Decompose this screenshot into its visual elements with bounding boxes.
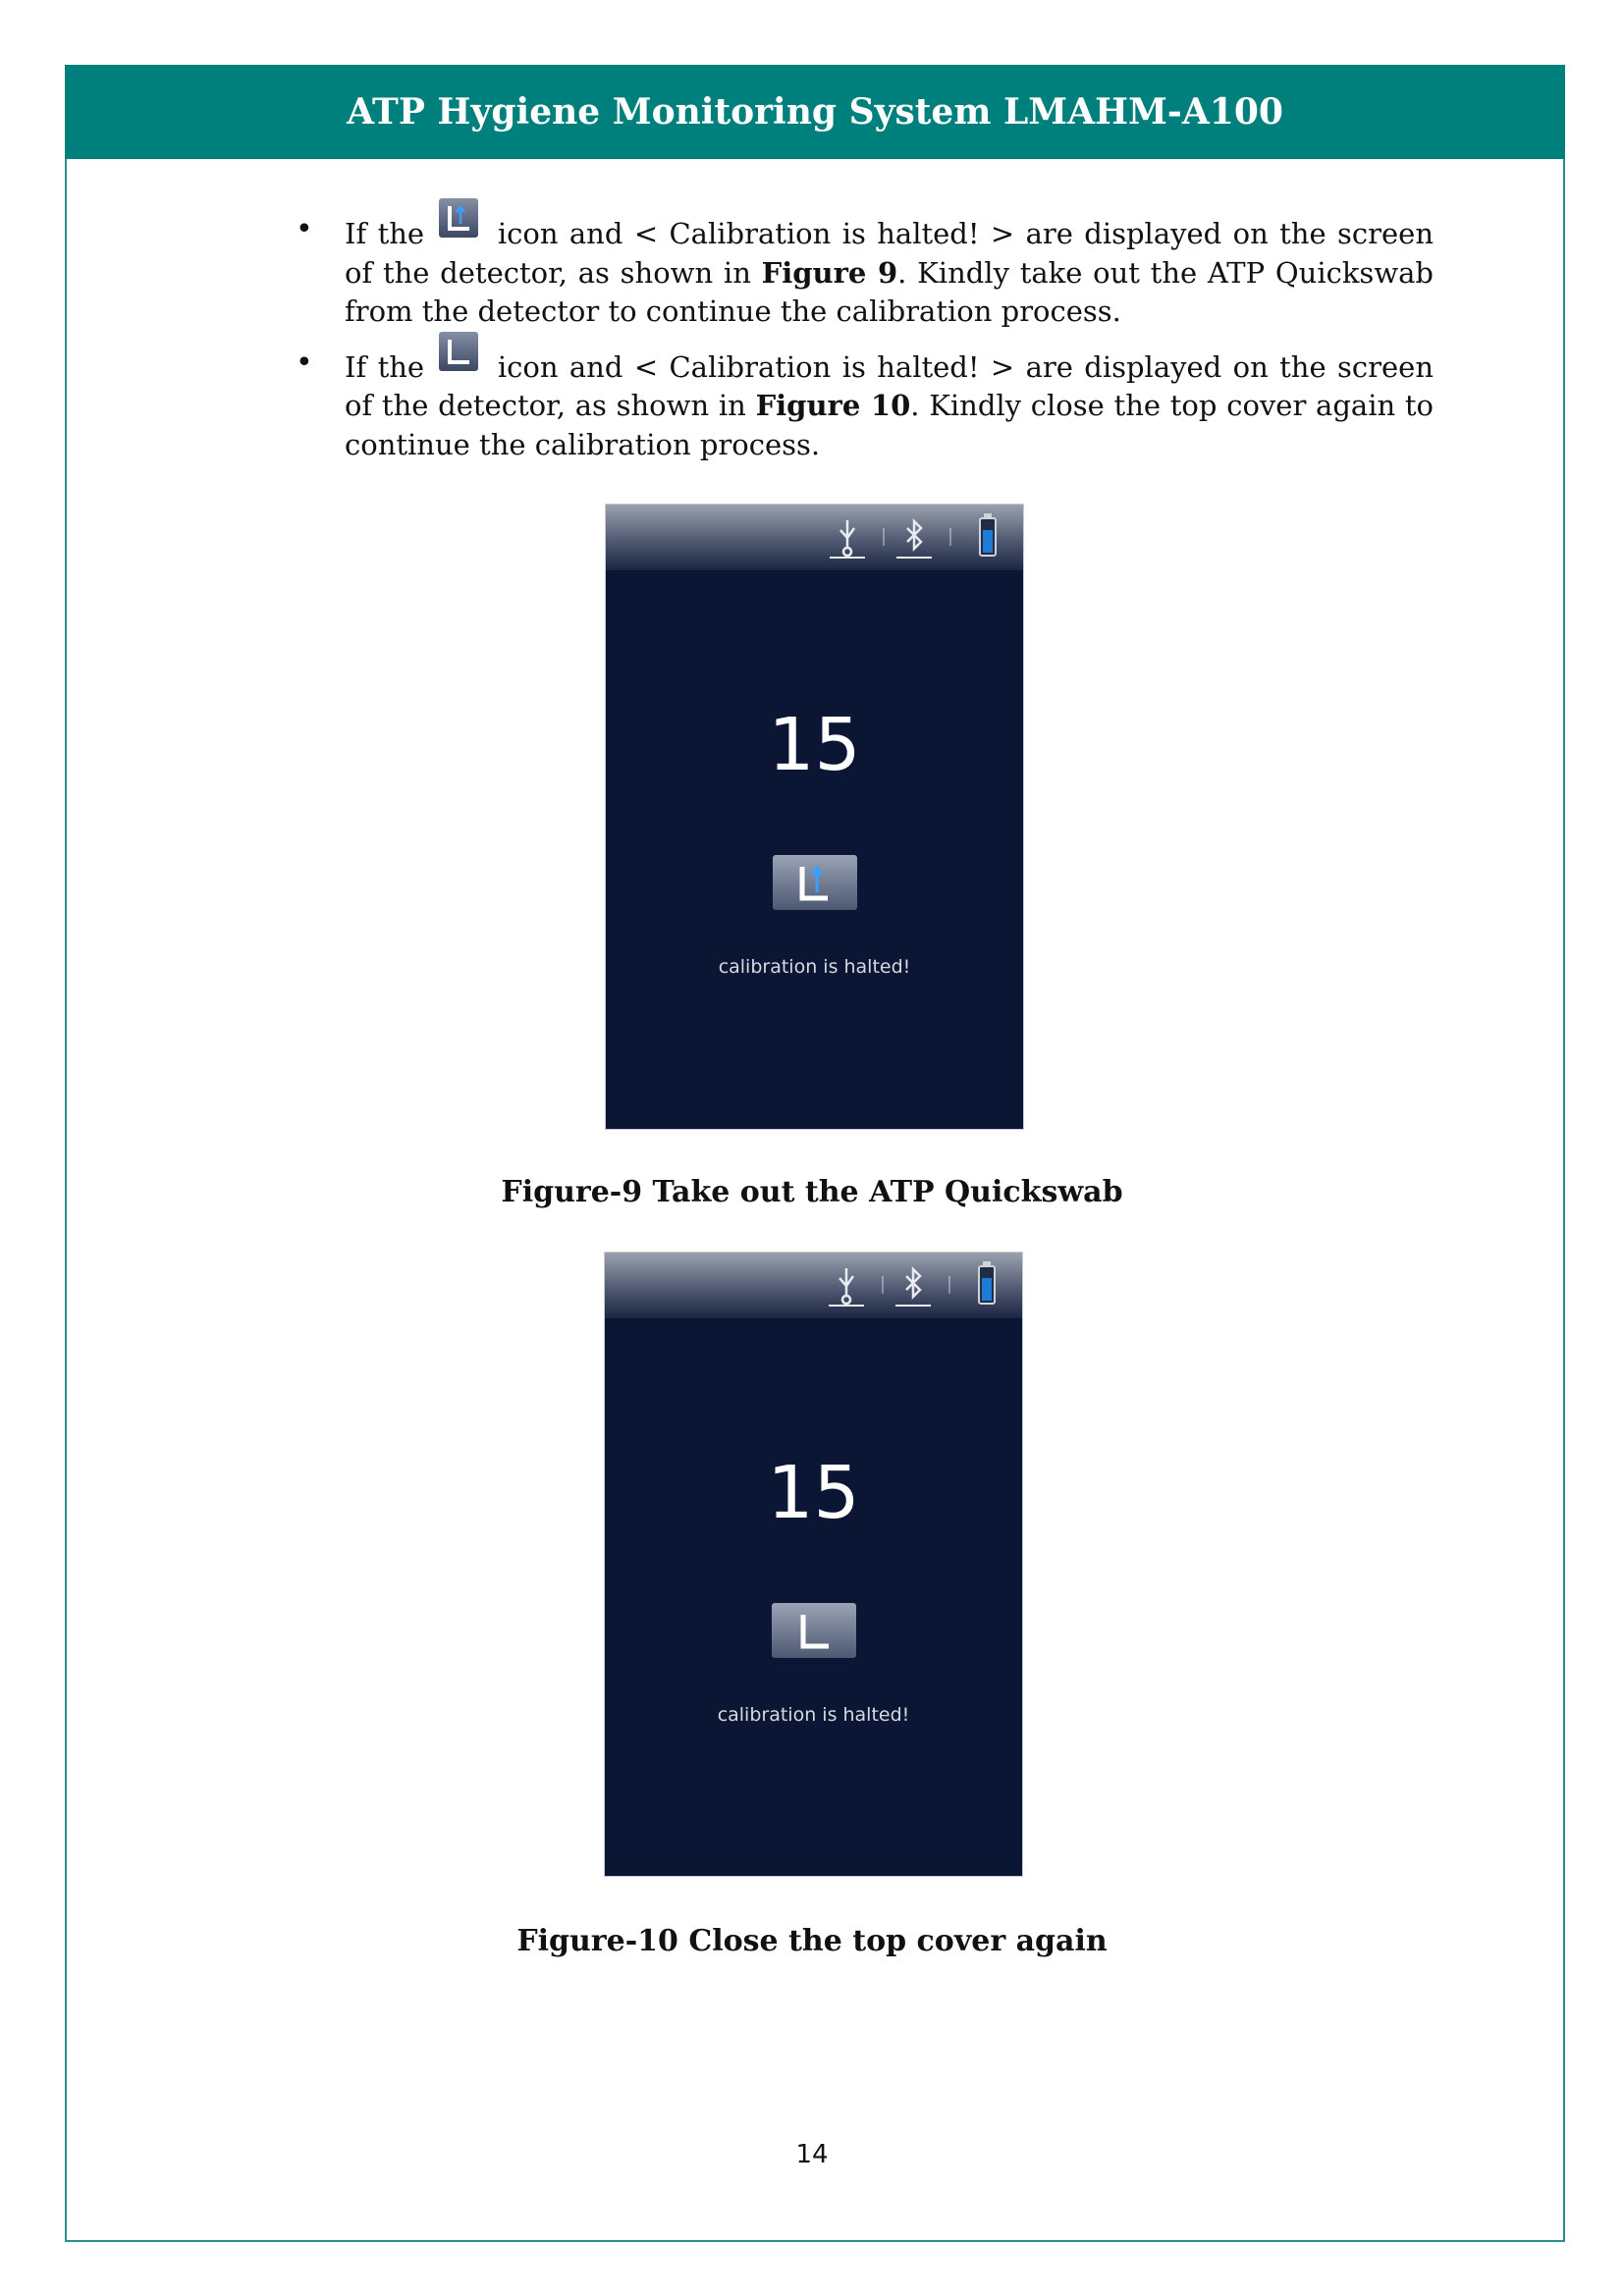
halt-message: calibration is halted!: [717, 1704, 910, 1726]
page-number: 14: [795, 2140, 829, 2169]
figure-caption: Figure-10 Close the top cover again: [516, 1924, 1108, 1958]
bullet-text-middle: icon and < Calibration is halted! > are displayed on the screen of the detector, as shown in: [345, 217, 1435, 290]
countdown-number: 15: [768, 703, 861, 787]
instruction-list: [290, 210, 1434, 476]
status-separator: [882, 1276, 884, 1294]
battery-icon: [977, 512, 999, 558]
battery-icon: [976, 1260, 998, 1306]
status-separator: [949, 528, 951, 546]
status-separator: [883, 528, 885, 546]
bullet-dot: •: [296, 212, 313, 246]
bluetooth-icon: [896, 514, 932, 561]
header-title: ATP Hygiene Monitoring System LMAHM-A100: [347, 91, 1283, 133]
countdown-number: 15: [767, 1451, 860, 1535]
list-item: [290, 210, 1434, 332]
figure-caption: Figure-9 Take out the ATP Quickswab: [501, 1175, 1123, 1209]
bullet-dot: •: [296, 345, 313, 380]
usb-icon: [830, 514, 865, 561]
take-out-swab-icon: [439, 198, 478, 238]
bluetooth-icon: [895, 1262, 931, 1309]
detector-screen-figure-10: [605, 1253, 1022, 1876]
status-bar: [606, 505, 1023, 570]
bullet-text-end: . Kindly take out the ATP Quickswab from the detector to continue the calibration process.: [345, 255, 1434, 328]
detector-screen-figure-9: [606, 505, 1023, 1129]
list-item: [290, 344, 1434, 465]
halt-message: calibration is halted!: [718, 956, 911, 978]
close-cover-icon: [439, 332, 478, 371]
page-header: [65, 65, 1565, 159]
close-cover-icon: [772, 1603, 856, 1658]
bullet-text-end: . Kindly close the top cover again to continue the calibration process.: [345, 389, 1434, 461]
status-separator: [948, 1276, 950, 1294]
take-out-swab-icon: [773, 855, 857, 910]
bullet-text-middle: icon and < Calibration is halted! > are displayed on the screen of the detector, as shown in: [345, 349, 1435, 422]
figure-reference: Figure 9: [761, 255, 898, 290]
usb-icon: [829, 1262, 864, 1309]
bullet-text-start: If the: [345, 349, 425, 384]
bullet-text-start: If the: [345, 217, 425, 250]
status-bar: [605, 1253, 1022, 1318]
figure-reference: Figure 10: [755, 389, 911, 422]
